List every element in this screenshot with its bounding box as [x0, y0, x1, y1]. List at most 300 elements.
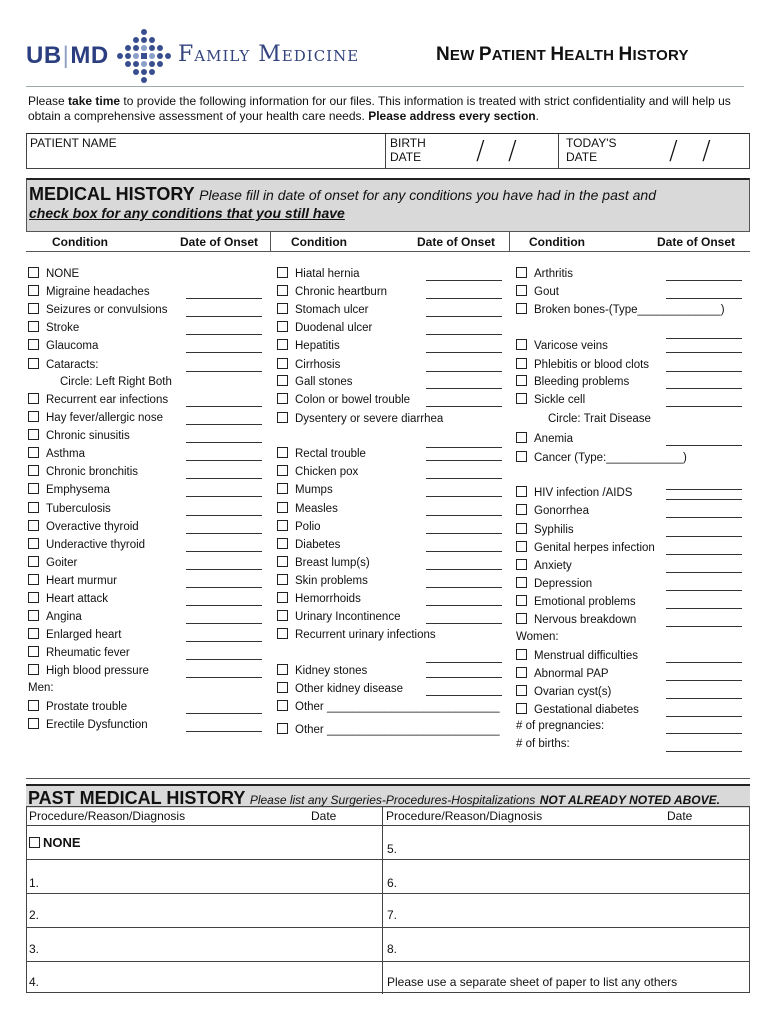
onset-date-blank[interactable]	[666, 751, 742, 752]
condition-label: Abnormal PAP	[534, 668, 609, 680]
condition-label: Menstrual difficulties	[534, 650, 638, 662]
condition-label: Dysentery or severe diarrhea	[295, 413, 444, 425]
checkbox[interactable]	[28, 465, 39, 476]
condition-label: Chronic bronchitis	[46, 466, 139, 478]
onset-date-blank[interactable]	[666, 280, 742, 281]
checkbox[interactable]	[28, 339, 39, 350]
condition-item[interactable]	[277, 664, 367, 677]
checkbox[interactable]	[516, 613, 527, 624]
onset-date-blank[interactable]	[186, 551, 262, 552]
condition-label: Emphysema	[46, 484, 110, 496]
condition-label: Hiatal hernia	[295, 268, 360, 280]
past-history-entry-1[interactable]: 1.	[29, 876, 40, 890]
checkbox[interactable]	[277, 682, 288, 693]
condition-item[interactable]	[516, 703, 639, 716]
condition-item	[28, 682, 54, 694]
condition-label: Emotional problems	[534, 596, 636, 608]
onset-date-blank[interactable]	[426, 460, 502, 461]
condition-item[interactable]	[516, 595, 636, 608]
condition-label: Men:	[28, 682, 54, 694]
condition-item[interactable]	[28, 502, 111, 515]
checkbox[interactable]	[277, 483, 288, 494]
condition-item[interactable]	[28, 664, 149, 677]
onset-date-blank[interactable]	[666, 572, 742, 573]
onset-date-blank[interactable]	[666, 406, 742, 407]
onset-date-blank[interactable]	[666, 499, 742, 500]
past-history-entry-3[interactable]: 3.	[29, 942, 40, 956]
checkbox[interactable]	[28, 718, 39, 729]
condition-item[interactable]	[28, 339, 98, 352]
condition-label: Rectal trouble	[295, 448, 366, 460]
condition-item[interactable]	[277, 267, 360, 280]
checkbox[interactable]	[516, 595, 527, 606]
onset-date-blank[interactable]	[186, 515, 262, 516]
condition-label: Cancer (Type:____________)	[534, 452, 687, 464]
condition-label: Nervous breakdown	[534, 614, 637, 626]
past-medical-history-header	[26, 784, 750, 808]
condition-label: HIV infection /AIDS	[534, 487, 633, 499]
logo-ubmd: UB|MD	[26, 42, 109, 69]
onset-date-blank[interactable]	[426, 316, 502, 317]
condition-item[interactable]	[28, 411, 163, 424]
condition-label: Recurrent urinary infections	[295, 629, 436, 641]
onset-date-blank[interactable]	[666, 388, 742, 389]
condition-item[interactable]	[277, 628, 436, 641]
onset-date-blank[interactable]	[186, 641, 262, 642]
condition-label: Hemorrhoids	[295, 593, 361, 605]
checkbox[interactable]	[28, 574, 39, 585]
condition-label: Erectile Dysfunction	[46, 719, 148, 731]
checkbox[interactable]	[516, 303, 527, 314]
table-row-divider	[27, 927, 749, 928]
condition-item[interactable]	[28, 303, 167, 316]
checkbox[interactable]	[277, 267, 288, 278]
condition-item[interactable]	[516, 451, 687, 464]
condition-label: Enlarged heart	[46, 629, 122, 641]
patient-info-row	[26, 133, 750, 169]
condition-item[interactable]	[277, 285, 387, 298]
condition-label: Goiter	[46, 557, 78, 569]
checkbox[interactable]	[516, 541, 527, 552]
checkbox[interactable]	[28, 556, 39, 567]
condition-item[interactable]	[516, 504, 589, 517]
onset-date-blank[interactable]	[666, 680, 742, 681]
past-history-entry-6[interactable]: 6.	[387, 876, 398, 890]
checkbox[interactable]	[277, 664, 288, 675]
checkbox[interactable]	[277, 700, 288, 711]
checkbox[interactable]	[277, 574, 288, 585]
condition-item[interactable]	[516, 303, 725, 316]
onset-date-blank[interactable]	[186, 460, 262, 461]
table-row-divider	[27, 893, 749, 894]
condition-label: Phlebitis or blood clots	[534, 359, 650, 371]
todays-date-label-2: DATE	[566, 150, 598, 164]
onset-date-blank[interactable]	[666, 338, 742, 339]
table-row-divider	[27, 859, 749, 860]
onset-date-blank[interactable]	[186, 677, 262, 678]
checkbox[interactable]	[516, 703, 527, 714]
onset-date-blank[interactable]	[186, 659, 262, 660]
onset-date-blank[interactable]	[186, 731, 262, 732]
checkbox[interactable]	[28, 303, 39, 314]
checkbox[interactable]	[277, 538, 288, 549]
condition-label: Stroke	[46, 322, 80, 334]
onset-date-blank[interactable]	[186, 406, 262, 407]
checkbox[interactable]	[28, 267, 39, 278]
condition-label: Cataracts:	[46, 359, 99, 371]
table-center-divider	[382, 807, 383, 994]
checkbox[interactable]	[516, 358, 527, 369]
onset-date-blank[interactable]	[666, 489, 742, 490]
date-slash: /	[508, 136, 517, 166]
medical-history-heading: MEDICAL HISTORY	[29, 184, 195, 204]
col-header-condition: Condition	[529, 235, 585, 249]
checkbox[interactable]	[516, 504, 527, 515]
checkbox[interactable]	[28, 520, 39, 531]
onset-date-blank[interactable]	[426, 569, 502, 570]
checkbox[interactable]	[28, 628, 39, 639]
checkbox[interactable]	[277, 465, 288, 476]
onset-date-blank[interactable]	[666, 733, 742, 734]
checkbox[interactable]	[516, 285, 527, 296]
past-history-footer-note: Please use a separate sheet of paper to list any others	[387, 975, 678, 989]
condition-item[interactable]	[277, 483, 333, 496]
onset-date-blank[interactable]	[426, 406, 502, 407]
condition-item[interactable]	[28, 520, 139, 533]
onset-date-blank[interactable]	[186, 442, 262, 443]
condition-label: Gestational diabetes	[534, 704, 639, 716]
checkbox[interactable]	[28, 664, 39, 675]
condition-label: Other ___________________________	[295, 724, 500, 736]
onset-date-blank[interactable]	[426, 352, 502, 353]
onset-date-blank[interactable]	[426, 334, 502, 335]
condition-item[interactable]	[516, 559, 572, 572]
medical-history-instruction: Please fill in date of onset for any conditions you have had in the past and	[199, 187, 656, 203]
condition-item[interactable]	[277, 556, 370, 569]
onset-date-blank[interactable]	[186, 623, 262, 624]
logo-dots-icon	[114, 26, 174, 86]
onset-date-blank[interactable]	[186, 334, 262, 335]
onset-date-blank[interactable]	[426, 587, 502, 588]
onset-date-blank[interactable]	[426, 280, 502, 281]
condition-item[interactable]	[28, 447, 85, 460]
condition-label: Broken bones-(Type_____________)	[534, 304, 725, 316]
condition-label: Gall stones	[295, 376, 353, 388]
condition-item[interactable]	[277, 520, 321, 533]
condition-item[interactable]	[516, 577, 592, 590]
col-header-condition: Condition	[52, 235, 108, 249]
checkbox[interactable]	[28, 700, 39, 711]
checkbox[interactable]	[28, 502, 39, 513]
condition-label: Recurrent ear infections	[46, 394, 169, 406]
onset-date-blank[interactable]	[666, 626, 742, 627]
checkbox[interactable]	[28, 646, 39, 657]
condition-label: Prostate trouble	[46, 701, 128, 713]
onset-date-blank[interactable]	[666, 554, 742, 555]
onset-date-blank[interactable]	[426, 677, 502, 678]
onset-date-blank[interactable]	[666, 698, 742, 699]
checkbox[interactable]	[277, 412, 288, 423]
date-slash: /	[476, 136, 485, 166]
condition-item[interactable]	[28, 465, 138, 478]
condition-item[interactable]	[28, 393, 168, 406]
onset-date-blank[interactable]	[426, 695, 502, 696]
condition-label: Polio	[295, 521, 321, 533]
checkbox[interactable]	[277, 321, 288, 332]
condition-item[interactable]	[28, 429, 130, 442]
onset-date-blank[interactable]	[186, 569, 262, 570]
condition-label: Sickle cell	[534, 394, 586, 406]
onset-date-blank[interactable]	[666, 371, 742, 372]
checkbox[interactable]	[516, 685, 527, 696]
checkbox[interactable]	[516, 339, 527, 350]
condition-label: Bleeding problems	[534, 376, 630, 388]
checkbox[interactable]	[277, 723, 288, 734]
condition-label: Chronic sinusitis	[46, 430, 130, 442]
condition-label: Cirrhosis	[295, 359, 341, 371]
condition-label: Kidney stones	[295, 665, 368, 677]
onset-date-blank[interactable]	[426, 496, 502, 497]
checkbox[interactable]	[277, 556, 288, 567]
checkbox[interactable]	[28, 447, 39, 458]
condition-label: Genital herpes infection	[534, 542, 655, 554]
condition-item[interactable]	[516, 375, 629, 388]
condition-item[interactable]	[277, 447, 366, 460]
condition-item[interactable]	[516, 432, 573, 445]
onset-date-blank[interactable]	[666, 590, 742, 591]
checkbox[interactable]	[277, 375, 288, 386]
onset-date-blank[interactable]	[666, 298, 742, 299]
condition-item[interactable]	[28, 358, 98, 371]
condition-item[interactable]	[516, 285, 559, 298]
onset-date-blank[interactable]	[426, 533, 502, 534]
checkbox[interactable]	[277, 339, 288, 350]
condition-item	[60, 376, 172, 388]
condition-label: Varicose veins	[534, 340, 608, 352]
onset-date-blank[interactable]	[186, 605, 262, 606]
condition-item[interactable]	[28, 718, 148, 731]
checkbox[interactable]	[516, 523, 527, 534]
todays-date-field[interactable]	[559, 134, 749, 168]
checkbox[interactable]	[277, 520, 288, 531]
condition-item[interactable]	[277, 538, 340, 551]
condition-label: Tuberculosis	[46, 503, 111, 515]
checkbox[interactable]	[516, 393, 527, 404]
condition-label: Breast lump(s)	[295, 557, 370, 569]
past-history-instruction: Please list any Surgeries-Procedures-Hospitalizations	[249, 793, 536, 807]
condition-label: Overactive thyroid	[46, 521, 139, 533]
condition-item[interactable]	[516, 649, 638, 662]
checkbox[interactable]	[277, 393, 288, 404]
onset-date-blank[interactable]	[666, 536, 742, 537]
onset-date-blank[interactable]	[666, 608, 742, 609]
checkbox[interactable]	[28, 393, 39, 404]
col-header-onset: Date of Onset	[657, 235, 736, 249]
condition-item[interactable]	[277, 592, 361, 605]
checkbox[interactable]	[28, 610, 39, 621]
medical-history-header	[26, 178, 750, 232]
condition-item[interactable]	[516, 541, 655, 554]
checkbox[interactable]	[516, 375, 527, 386]
condition-item[interactable]	[28, 321, 79, 334]
condition-item[interactable]	[28, 700, 127, 713]
onset-date-blank[interactable]	[186, 713, 262, 714]
condition-item	[516, 720, 604, 732]
condition-item[interactable]	[516, 358, 649, 371]
checkbox[interactable]	[516, 667, 527, 678]
condition-item[interactable]	[516, 613, 636, 626]
condition-item[interactable]	[277, 700, 500, 713]
checkbox[interactable]	[277, 358, 288, 369]
checkbox[interactable]	[277, 447, 288, 458]
condition-item[interactable]	[516, 393, 585, 406]
condition-item[interactable]	[28, 610, 82, 623]
onset-date-blank[interactable]	[426, 298, 502, 299]
condition-item[interactable]	[277, 412, 443, 425]
checkbox[interactable]	[277, 502, 288, 513]
onset-date-blank[interactable]	[186, 424, 262, 425]
condition-item[interactable]	[277, 393, 410, 406]
condition-item[interactable]	[277, 303, 369, 316]
condition-item[interactable]	[28, 556, 77, 569]
onset-date-blank[interactable]	[186, 352, 262, 353]
checkbox[interactable]	[516, 649, 527, 660]
todays-date-label-1: TODAY'S	[566, 136, 617, 150]
condition-item[interactable]	[277, 358, 340, 371]
onset-date-blank[interactable]	[186, 533, 262, 534]
checkbox[interactable]	[29, 837, 40, 848]
condition-item[interactable]	[516, 339, 608, 352]
onset-date-blank[interactable]	[666, 662, 742, 663]
checkbox[interactable]	[28, 285, 39, 296]
condition-item[interactable]	[28, 538, 145, 551]
condition-item[interactable]	[516, 267, 573, 280]
onset-date-blank[interactable]	[426, 447, 502, 448]
onset-date-blank[interactable]	[666, 517, 742, 518]
checkbox[interactable]	[28, 483, 39, 494]
checkbox[interactable]	[277, 285, 288, 296]
past-history-entry-8[interactable]: 8.	[387, 942, 398, 956]
header-divider	[26, 86, 744, 87]
onset-date-blank[interactable]	[186, 496, 262, 497]
condition-item[interactable]	[277, 321, 372, 334]
condition-item[interactable]	[277, 339, 340, 352]
condition-item[interactable]	[277, 465, 358, 478]
checkbox[interactable]	[516, 451, 527, 462]
checkbox[interactable]	[28, 411, 39, 422]
condition-item[interactable]	[277, 723, 500, 736]
condition-item[interactable]	[516, 685, 611, 698]
table-row-divider	[27, 961, 749, 962]
condition-item[interactable]	[28, 483, 110, 496]
checkbox[interactable]	[516, 486, 527, 497]
condition-label: Angina	[46, 611, 82, 623]
onset-date-blank[interactable]	[426, 551, 502, 552]
condition-item[interactable]	[28, 285, 150, 298]
condition-label: Hepatitis	[295, 340, 340, 352]
condition-item[interactable]	[277, 375, 353, 388]
condition-item[interactable]	[277, 610, 400, 623]
onset-date-blank[interactable]	[186, 478, 262, 479]
onset-date-blank[interactable]	[186, 587, 262, 588]
onset-date-blank[interactable]	[186, 371, 262, 372]
condition-item[interactable]	[516, 486, 632, 499]
condition-item[interactable]	[277, 682, 403, 695]
condition-item[interactable]	[28, 592, 108, 605]
onset-date-blank[interactable]	[426, 623, 502, 624]
condition-label: Syphilis	[534, 524, 574, 536]
condition-item[interactable]	[28, 267, 79, 280]
condition-item[interactable]	[516, 667, 609, 680]
past-history-entry-5[interactable]: 5.	[387, 842, 398, 856]
condition-item[interactable]	[516, 523, 574, 536]
logo	[26, 26, 396, 86]
onset-date-blank[interactable]	[186, 298, 262, 299]
onset-date-blank[interactable]	[426, 662, 502, 663]
condition-label: Arthritis	[534, 268, 573, 280]
checkbox[interactable]	[277, 610, 288, 621]
checkbox[interactable]	[516, 432, 527, 443]
condition-label: Measles	[295, 503, 338, 515]
condition-item	[516, 631, 559, 643]
condition-label: Circle: Left Right Both	[60, 376, 172, 388]
past-history-entry-4[interactable]: 4.	[29, 975, 40, 989]
checkbox[interactable]	[277, 303, 288, 314]
checkbox[interactable]	[28, 321, 39, 332]
condition-item[interactable]	[28, 628, 121, 641]
condition-item[interactable]	[277, 502, 338, 515]
condition-item[interactable]	[28, 574, 117, 587]
past-history-entry-7[interactable]: 7.	[387, 908, 398, 922]
checkbox[interactable]	[277, 628, 288, 639]
condition-label: Circle: Trait Disease	[548, 413, 651, 425]
onset-date-blank[interactable]	[426, 388, 502, 389]
onset-date-blank[interactable]	[666, 445, 742, 446]
checkbox[interactable]	[28, 429, 39, 440]
col-header-date: Date	[311, 809, 337, 823]
onset-date-blank[interactable]	[426, 605, 502, 606]
checkbox[interactable]	[516, 559, 527, 570]
condition-item[interactable]	[28, 646, 130, 659]
condition-label: Mumps	[295, 484, 333, 496]
checkbox[interactable]	[516, 267, 527, 278]
condition-label: Heart attack	[46, 593, 108, 605]
col-header-onset: Date of Onset	[180, 235, 259, 249]
checkbox[interactable]	[277, 592, 288, 603]
onset-date-blank[interactable]	[426, 515, 502, 516]
onset-date-blank[interactable]	[186, 316, 262, 317]
onset-date-blank[interactable]	[426, 478, 502, 479]
past-history-none-option[interactable]: NONE	[29, 835, 81, 850]
checkbox[interactable]	[28, 592, 39, 603]
col-header-condition: Condition	[291, 235, 347, 249]
onset-date-blank[interactable]	[666, 352, 742, 353]
condition-label: Seizures or convulsions	[46, 304, 168, 316]
condition-column-headers	[26, 232, 750, 252]
condition-label: Colon or bowel trouble	[295, 394, 411, 406]
onset-date-blank[interactable]	[426, 371, 502, 372]
condition-item[interactable]	[277, 574, 368, 587]
checkbox[interactable]	[28, 358, 39, 369]
checkbox[interactable]	[516, 577, 527, 588]
patient-name-field[interactable]	[27, 134, 386, 168]
checkbox[interactable]	[28, 538, 39, 549]
condition-label: Depression	[534, 578, 593, 590]
condition-label: Chicken pox	[295, 466, 359, 478]
onset-date-blank[interactable]	[666, 716, 742, 717]
past-history-entry-2[interactable]: 2.	[29, 908, 40, 922]
birth-date-field[interactable]	[386, 134, 559, 168]
